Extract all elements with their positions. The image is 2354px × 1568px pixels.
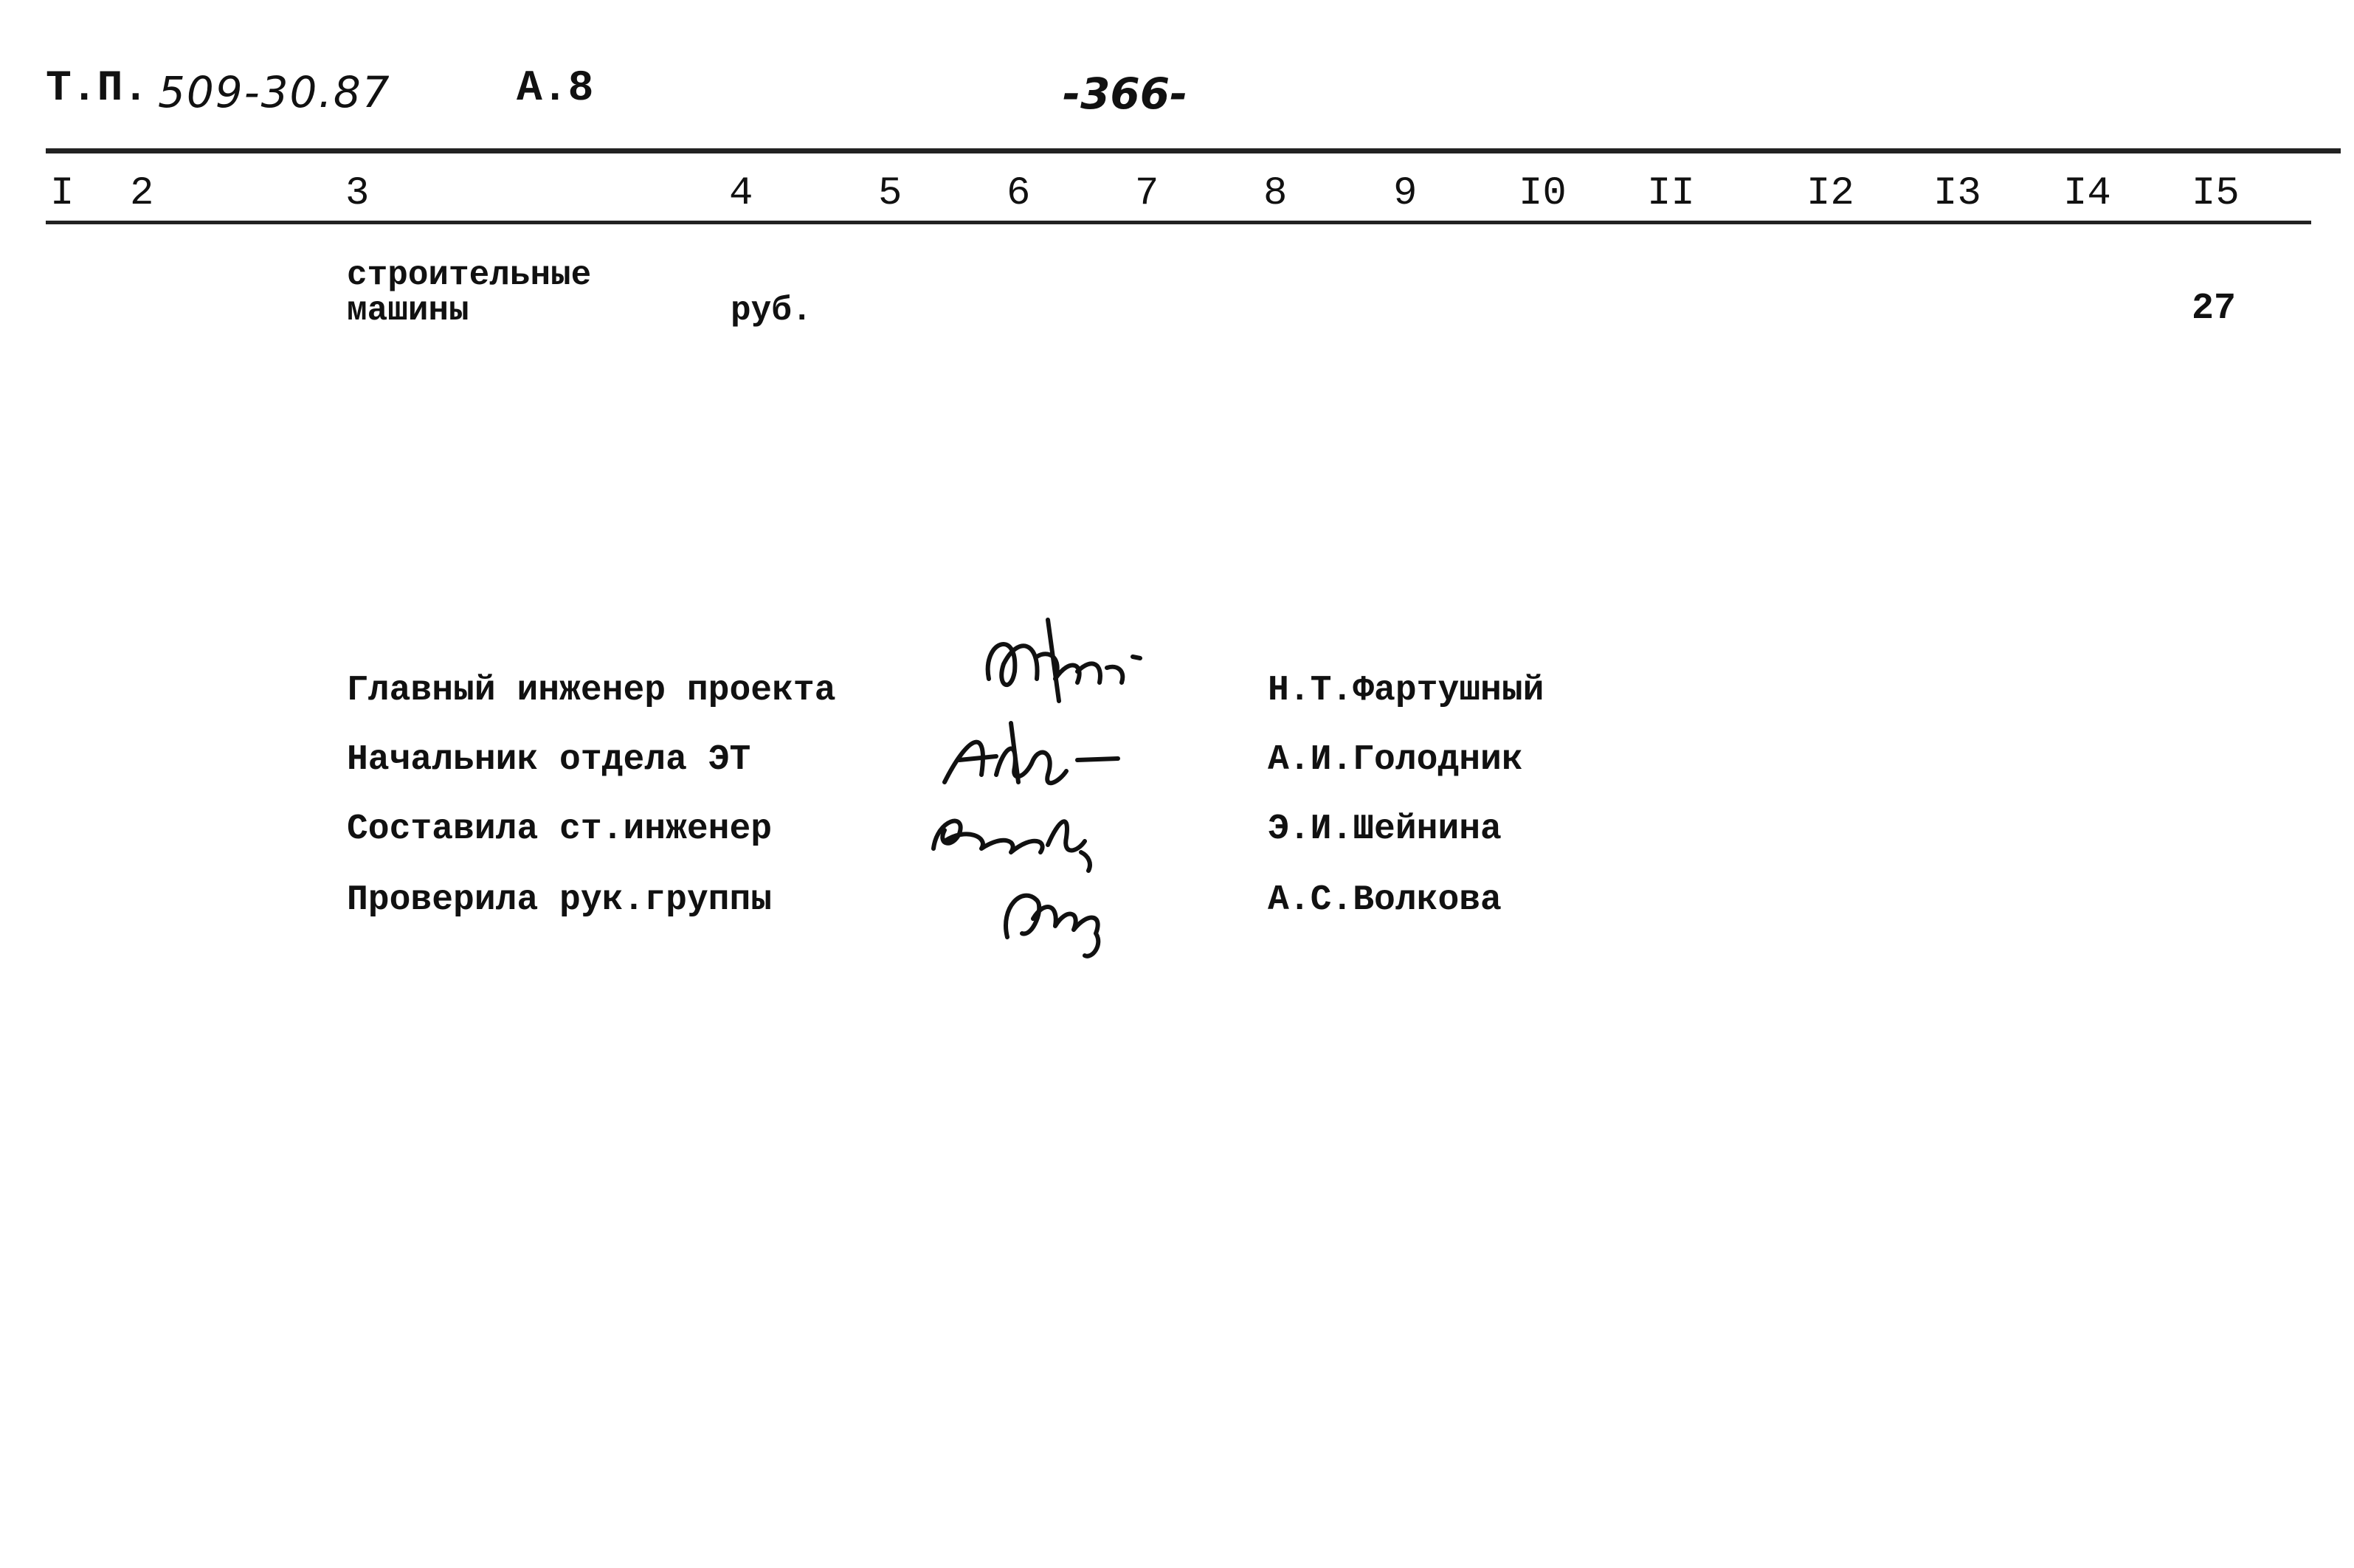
column-number-7: 7 <box>1135 171 1159 216</box>
signature-role-checker: Проверила рук.группы <box>347 880 773 920</box>
signature-role-department-head: Начальник отдела ЭТ <box>347 740 751 780</box>
row-value-col15: 27 <box>2192 288 2237 330</box>
project-number: 509-30.87 <box>158 67 391 117</box>
column-number-3: 3 <box>345 171 370 216</box>
column-number-11: II <box>1647 171 1695 216</box>
column-number-14: I4 <box>2063 171 2111 216</box>
column-number-13: I3 <box>1933 171 1981 216</box>
signature-role-chief-engineer: Главный инженер проекта <box>347 671 836 711</box>
column-number-4: 4 <box>729 171 753 216</box>
signature-name-department-head: А.И.Голодник <box>1268 740 1523 780</box>
column-number-9: 9 <box>1393 171 1418 216</box>
header-rule <box>46 148 2341 153</box>
handwritten-signature-4 <box>993 863 1243 959</box>
column-number-8: 8 <box>1263 171 1288 216</box>
column-number-10: I0 <box>1519 171 1567 216</box>
album-number: А.8 <box>517 65 594 113</box>
row-name-line-2: машины <box>347 291 469 330</box>
handwritten-signature-1 <box>974 612 1225 708</box>
row-unit: руб. <box>731 291 812 330</box>
column-header-rule <box>46 221 2311 224</box>
signature-name-chief-engineer: Н.Т.Фартушный <box>1268 671 1544 711</box>
signature-name-checker: А.С.Волкова <box>1268 880 1502 920</box>
column-number-6: 6 <box>1007 171 1031 216</box>
column-number-12: I2 <box>1806 171 1854 216</box>
row-name-line-1: строительные <box>347 256 592 294</box>
header-prefix: Т.П. <box>46 65 149 113</box>
signature-role-compiler: Составила ст.инженер <box>347 809 773 849</box>
column-number-15: I5 <box>2192 171 2240 216</box>
column-number-1: I <box>50 171 75 216</box>
page-number: -366- <box>1063 69 1188 119</box>
column-number-5: 5 <box>878 171 902 216</box>
signature-name-compiler: Э.И.Шейнина <box>1268 809 1502 849</box>
column-number-2: 2 <box>130 171 154 216</box>
